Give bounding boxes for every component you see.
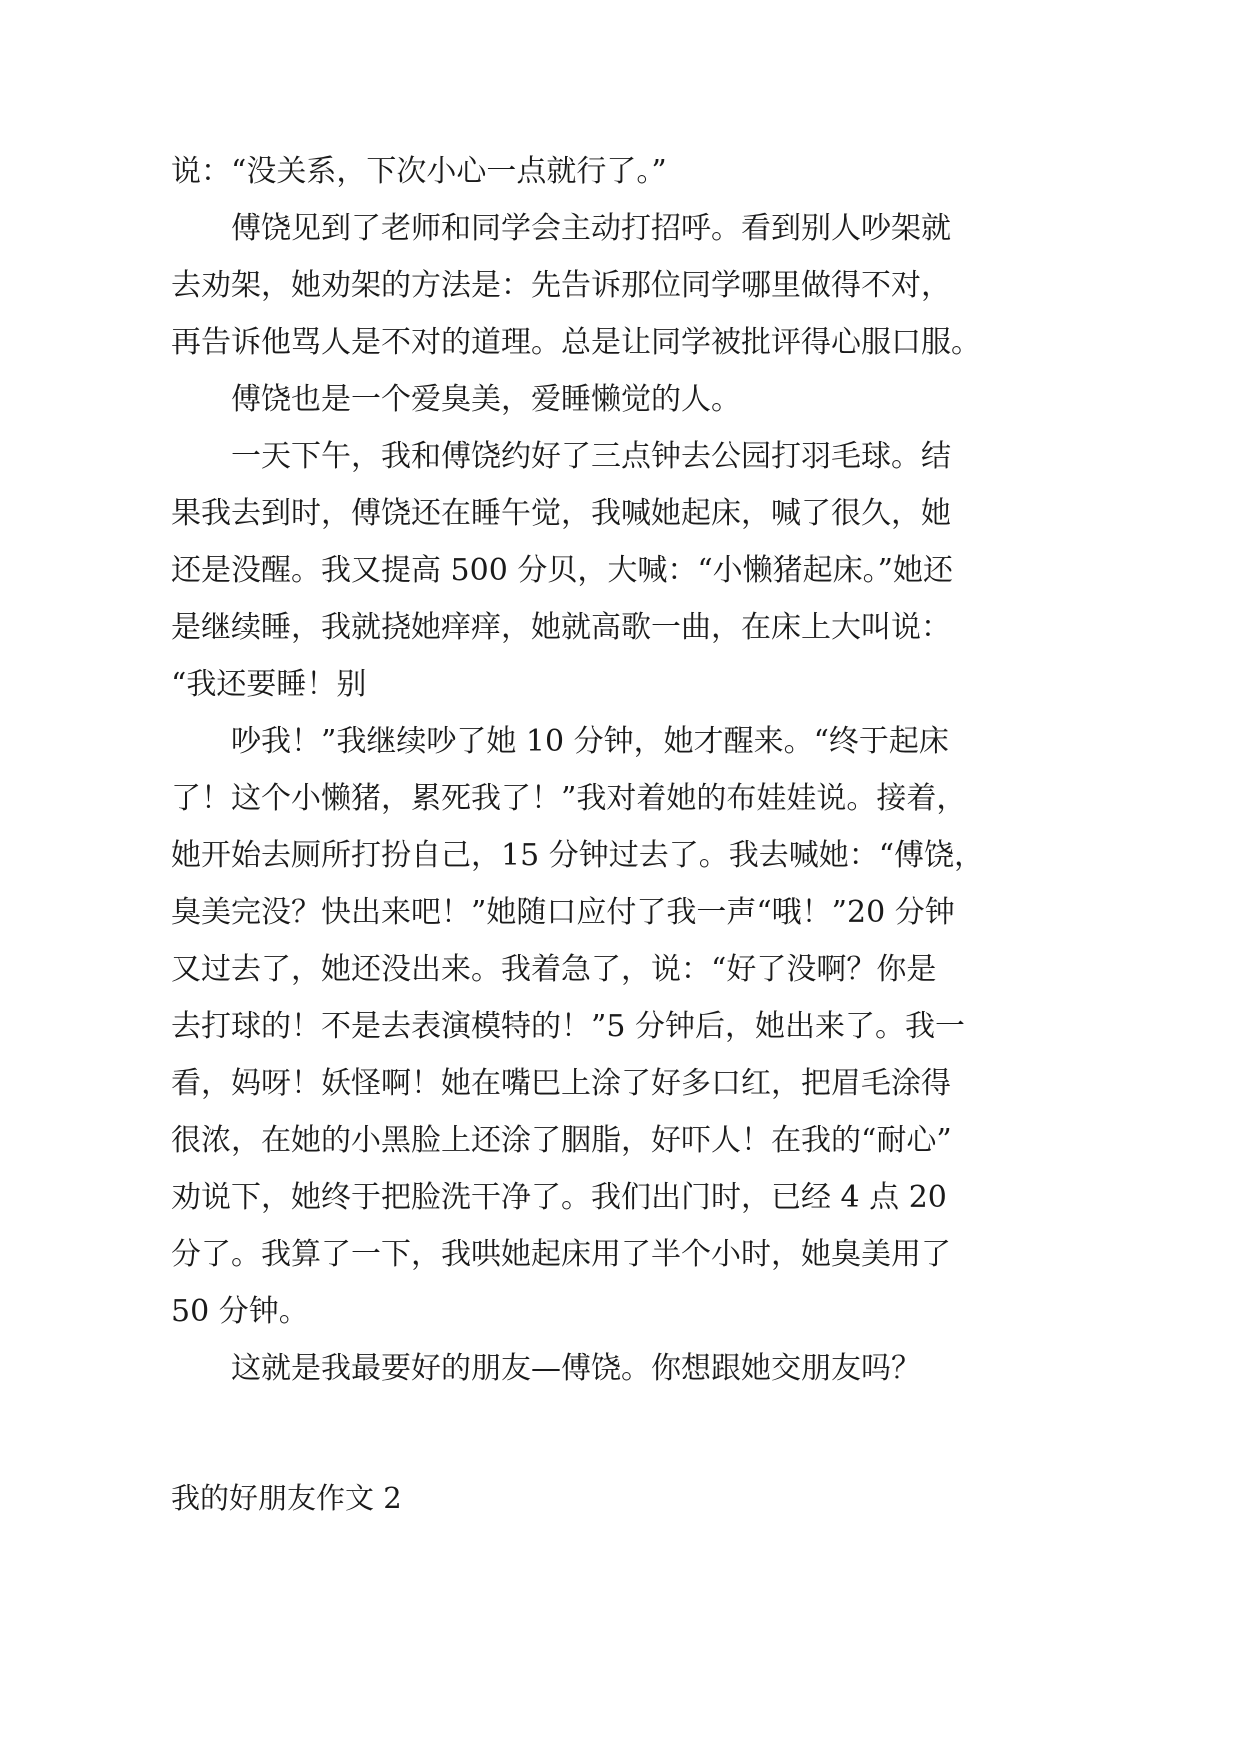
text-line-18: 很浓，在她的小黑脸上还涂了胭脂，好吓人！在我的“耐心” — [171, 1123, 952, 1158]
text-line-5: 傅饶也是一个爱臭美，爱睡懒觉的人。 — [231, 382, 741, 417]
text-line-16: 去打球的！不是去表演模特的！”5 分钟后，她出来了。我一 — [171, 1009, 965, 1044]
text-line-12: 了！这个小懒猪，累死我了！”我对着她的布娃娃说。接着， — [171, 781, 967, 816]
text-line-13: 她开始去厕所打扮自己，15 分钟过去了。我去喊她：“傅饶， — [171, 838, 985, 873]
text-line-3: 去劝架，她劝架的方法是：先告诉那位同学哪里做得不对， — [171, 268, 951, 303]
section-heading: 我的好朋友作文 2 — [171, 1481, 402, 1515]
text-line-17: 看，妈呀！妖怪啊！她在嘴巴上涂了好多口红，把眉毛涂得 — [171, 1066, 951, 1101]
text-line-11: 吵我！”我继续吵了她 10 分钟，她才醒来。“终于起床 — [231, 724, 949, 759]
text-line-6: 一天下午，我和傅饶约好了三点钟去公园打羽毛球。结 — [231, 439, 951, 474]
text-line-8: 还是没醒。我又提高 500 分贝，大喊：“小懒猪起床。”她还 — [171, 553, 954, 588]
text-line-2: 傅饶见到了老师和同学会主动打招呼。看到别人吵架就 — [231, 211, 951, 246]
text-line-21: 50 分钟。 — [171, 1294, 309, 1329]
text-line-20: 分了。我算了一下，我哄她起床用了半个小时，她臭美用了 — [171, 1237, 951, 1272]
text-line-1: 说：“没关系，下次小心一点就行了。” — [171, 154, 667, 189]
text-line-10: “我还要睡！别 — [171, 667, 367, 702]
text-line-15: 又过去了，她还没出来。我着急了，说：“好了没啊？你是 — [171, 952, 937, 987]
text-line-9: 是继续睡，我就挠她痒痒，她就高歌一曲，在床上大叫说： — [171, 610, 951, 645]
text-line-19: 劝说下，她终于把脸洗干净了。我们出门时，已经 4 点 20 — [171, 1180, 947, 1215]
text-line-22: 这就是我最要好的朋友—傅饶。你想跟她交朋友吗？ — [231, 1351, 921, 1386]
text-line-14: 臭美完没？快出来吧！”她随口应付了我一声“哦！”20 分钟 — [171, 895, 955, 930]
text-line-4: 再告诉他骂人是不对的道理。总是让同学被批评得心服口服。 — [171, 325, 981, 360]
text-line-7: 果我去到时，傅饶还在睡午觉，我喊她起床，喊了很久，她 — [171, 496, 951, 531]
